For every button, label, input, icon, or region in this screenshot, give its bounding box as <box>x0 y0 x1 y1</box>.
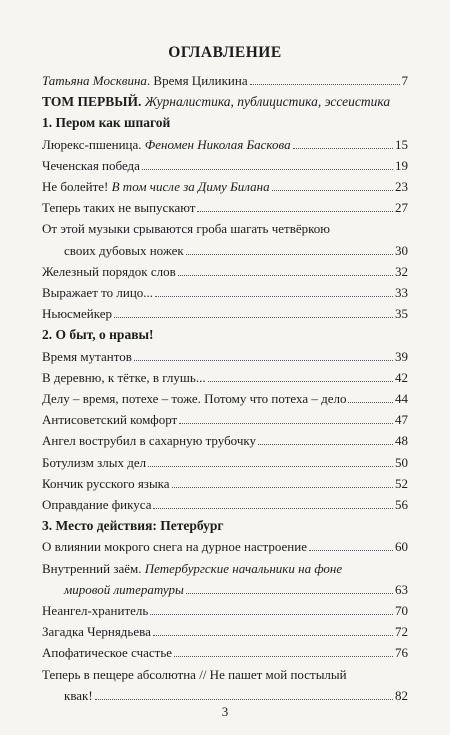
entry-title: Ботулизм злых дел <box>42 454 147 470</box>
toc-entry-intro[interactable] <box>42 73 408 89</box>
toc-entry[interactable] <box>42 200 408 216</box>
section-heading: 3. Место действия: Петербург <box>42 518 224 534</box>
toc-entry[interactable] <box>42 391 408 407</box>
entry-subtitle: Петербургские начальники на фоне <box>144 560 343 576</box>
entry-title: Неангел-хранитель <box>42 603 149 618</box>
page-ref: 35 <box>395 306 408 322</box>
leader-dots <box>208 370 393 382</box>
entry-title: Время мутантов <box>42 348 132 364</box>
toc-entry[interactable] <box>42 455 408 471</box>
section-heading: 1. Пером как шпагой <box>42 115 171 131</box>
entry-title: Ангел вострубил в сахарную трубочку <box>42 433 257 449</box>
page-ref: 30 <box>395 242 408 258</box>
page-number: 3 <box>221 704 229 719</box>
entry-title[interactable]: Теперь в пещере абсолютна // Не пашет мой постылый <box>42 666 347 682</box>
entry-subtitle-continued: мировой литературы <box>64 581 184 597</box>
leader-dots <box>197 200 393 212</box>
toc-entry[interactable] <box>42 285 408 301</box>
entry-title-continued: своих дубовых ножек <box>64 242 184 258</box>
entry-title-continued: квак! <box>64 687 93 703</box>
page-ref: 42 <box>395 369 408 385</box>
page-ref: 33 <box>395 285 408 300</box>
toc-entry[interactable] <box>42 433 408 449</box>
page-ref: 70 <box>395 603 408 618</box>
toc-entry[interactable] <box>42 624 408 640</box>
intro-author: Татьяна Москвина <box>42 73 147 88</box>
toc-entry[interactable] <box>42 306 408 322</box>
toc-entry[interactable] <box>42 158 408 174</box>
toc-entry[interactable] <box>42 264 408 280</box>
toc-entry-continued[interactable] <box>64 582 408 598</box>
toc-entry-continued[interactable] <box>64 243 408 259</box>
entry-title: Кончик русского языка <box>42 475 170 491</box>
toc-entry-first-line[interactable] <box>42 561 408 577</box>
entry-title: Антисоветский комфорт <box>42 412 178 428</box>
leader-dots <box>134 349 393 361</box>
page-ref: 76 <box>395 645 408 661</box>
volume-heading <box>42 94 408 110</box>
entry-title: Люрекс-пшеница. <box>42 136 145 152</box>
toc-title: ОГЛАВЛЕНИЕ <box>168 44 282 61</box>
leader-dots <box>272 179 393 191</box>
entry-title: Выражает то лицо... <box>42 285 154 300</box>
leader-dots <box>258 433 393 445</box>
toc-entry[interactable] <box>42 497 408 513</box>
intro-text: . Время Циликина <box>146 73 248 88</box>
toc-page <box>42 0 408 735</box>
entry-title: О влиянии мокрого снега на дурное настроение <box>42 539 307 555</box>
page-ref: 23 <box>395 179 408 194</box>
leader-dots <box>179 412 393 424</box>
page-ref: 47 <box>395 412 408 428</box>
page-ref: 48 <box>395 433 408 449</box>
page-ref: 7 <box>401 73 408 88</box>
page-ref: 52 <box>395 475 408 491</box>
page-ref: 15 <box>395 136 408 152</box>
leader-dots <box>155 285 393 297</box>
leader-dots <box>250 73 400 85</box>
entry-title: Теперь таких не выпускают <box>42 200 196 216</box>
entry-title: В деревню, к тётке, в глушь... <box>42 369 206 385</box>
page-ref: 60 <box>395 539 408 555</box>
leader-dots <box>178 264 393 276</box>
entry-subtitle: В том числе за Диму Билана <box>111 179 270 194</box>
page-ref: 82 <box>395 687 408 703</box>
entry-subtitle: Феномен Николая Баскова <box>144 136 291 152</box>
leader-dots <box>186 243 393 255</box>
entry-title: Апофатическое счастье <box>42 645 173 661</box>
leader-dots <box>186 582 393 594</box>
section-heading: 2. О быт, о нравы! <box>42 327 154 343</box>
leader-dots <box>95 688 393 700</box>
leader-dots <box>293 137 393 149</box>
page-ref: 63 <box>395 581 408 597</box>
entry-title: Чеченская победа <box>42 157 140 173</box>
toc-entry[interactable] <box>42 645 408 661</box>
page-ref: 19 <box>395 157 408 173</box>
toc-entry[interactable] <box>42 179 408 195</box>
entry-title: Оправдание фикуса <box>42 497 152 512</box>
toc-entry[interactable] <box>42 370 408 386</box>
entry-title: Внутренний заём. <box>42 560 145 576</box>
leader-dots <box>172 476 393 488</box>
leader-dots <box>150 603 393 615</box>
page-ref: 32 <box>395 263 408 279</box>
entry-title: Ньюсмейкер <box>42 306 113 322</box>
toc-entry-continued[interactable] <box>64 688 408 704</box>
entry-title: Железный порядок слов <box>42 263 176 279</box>
toc-entry[interactable] <box>42 137 408 153</box>
entry-title[interactable]: От этой музыки срываются гроба шагать четвёркою <box>42 221 330 237</box>
page-ref: 50 <box>395 454 408 470</box>
leader-dots <box>348 391 393 403</box>
leader-dots <box>114 306 393 318</box>
leader-dots <box>309 539 393 551</box>
toc-entry[interactable] <box>42 412 408 428</box>
page-ref: 39 <box>395 348 408 364</box>
page-ref: 72 <box>395 624 408 640</box>
entry-title: Делу – время, потехе – тоже. Потому что потеха – дело <box>42 391 347 406</box>
toc-entry[interactable] <box>42 539 408 555</box>
page-ref: 44 <box>395 391 408 406</box>
entry-title: Загадка Чернядьева <box>42 624 151 640</box>
toc-entry[interactable] <box>42 349 408 365</box>
leader-dots <box>142 158 393 170</box>
leader-dots <box>148 455 393 467</box>
leader-dots <box>153 624 393 636</box>
page-ref: 27 <box>395 200 408 216</box>
toc-entry[interactable] <box>42 476 408 492</box>
volume-label: ТОМ ПЕРВЫЙ. <box>42 94 142 110</box>
toc-entry[interactable] <box>42 603 408 619</box>
volume-subtitle: Журналистика, публицистика, эссеистика <box>141 94 391 110</box>
page-ref: 56 <box>395 497 408 512</box>
leader-dots <box>153 497 393 509</box>
leader-dots <box>174 645 393 657</box>
entry-title: Не болейте! <box>42 179 112 194</box>
